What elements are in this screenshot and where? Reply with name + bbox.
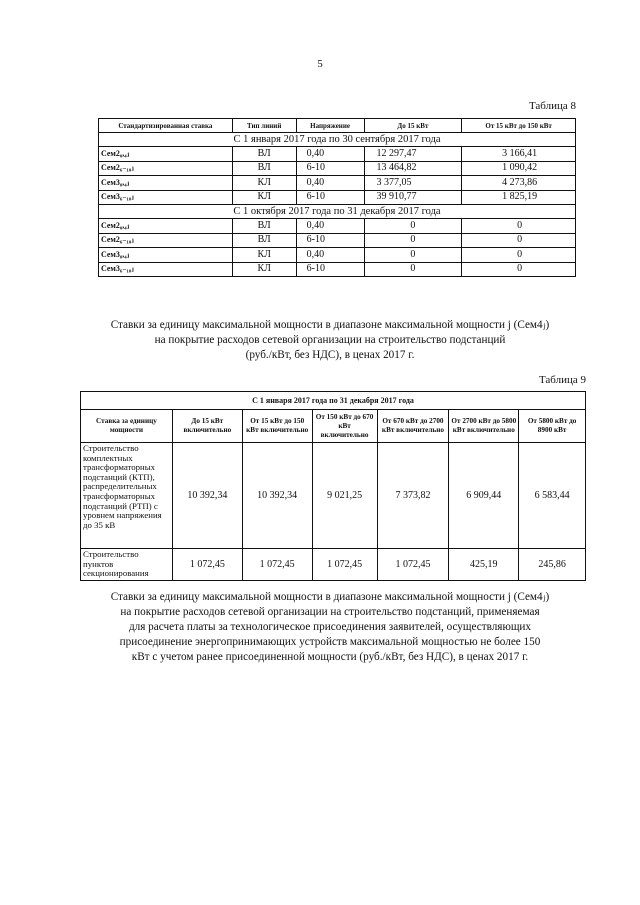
table8-period-title: С 1 октября 2017 года по 31 декабря 2017 года xyxy=(99,204,576,218)
table-row xyxy=(99,190,576,204)
row-value: 10 392,34 xyxy=(242,443,312,549)
line-type: КЛ xyxy=(232,262,296,276)
table8-header-row xyxy=(99,119,576,133)
table-row xyxy=(99,161,576,175)
value-upto15: 0 xyxy=(364,248,462,262)
row-value: 1 072,45 xyxy=(312,549,377,581)
rate-name: Сем2₆₋₁₀ⱼ xyxy=(99,233,233,247)
value-upto15: 0 xyxy=(364,262,462,276)
value-15-150: 4 273,86 xyxy=(462,176,576,190)
table9-header-rate: Ставка за единицу мощности xyxy=(81,410,173,443)
value-15-150: 0 xyxy=(462,262,576,276)
line-type: КЛ xyxy=(232,176,296,190)
table9-header-row xyxy=(81,410,586,443)
table9-header-upto15: До 15 кВт включительно xyxy=(172,410,242,443)
table8-header-line-type: Тип линий xyxy=(232,119,296,133)
value-15-150: 3 166,41 xyxy=(462,147,576,161)
rate-name: Сем2₆₋₁₀ⱼ xyxy=(99,161,233,175)
value-15-150: 0 xyxy=(462,219,576,233)
voltage: 0,40 xyxy=(296,176,364,190)
line-type: ВЛ xyxy=(232,219,296,233)
rate-name: Сем3₆₋₁₀ⱼ xyxy=(99,190,233,204)
row-value: 425,19 xyxy=(449,549,519,581)
row-value: 9 021,25 xyxy=(312,443,377,549)
row-value: 1 072,45 xyxy=(172,549,242,581)
voltage: 0,40 xyxy=(296,248,364,262)
value-15-150: 1 825,19 xyxy=(462,190,576,204)
table9-period-row xyxy=(81,392,586,410)
table8-header-15-150: От 15 кВт до 150 кВт xyxy=(462,119,576,133)
table9-header-2700-5800: От 2700 кВт до 5800 кВт включительно xyxy=(449,410,519,443)
rate-name: Сем3₆₋₁₀ⱼ xyxy=(99,262,233,276)
rate-name: Сем2₀,₄ⱼ xyxy=(99,219,233,233)
table-row xyxy=(99,248,576,262)
row-value: 7 373,82 xyxy=(377,443,449,549)
table8-period-title: С 1 января 2017 года по 30 сентября 2017 года xyxy=(99,133,576,147)
rate-name: Сем3₀,₄ⱼ xyxy=(99,248,233,262)
table-row xyxy=(99,176,576,190)
paragraph-line: присоединение энергопринимающих устройств максимальной мощностью не более 150 xyxy=(119,636,541,648)
paragraph-line: (руб./кВт, без НДС), в ценах 2017 г. xyxy=(245,349,415,361)
value-15-150: 0 xyxy=(462,233,576,247)
paragraph-line: Ставки за единицу максимальной мощности в диапазоне максимальной мощности j (Сем4ⱼ) xyxy=(110,319,550,331)
line-type: ВЛ xyxy=(232,233,296,247)
value-upto15: 13 464,82 xyxy=(364,161,462,175)
paragraph-line: на покрытие расходов сетевой организации на строительство подстанций, применяемая xyxy=(120,606,540,618)
voltage: 6-10 xyxy=(296,161,364,175)
paragraph-line: на покрытие расходов сетевой организации на строительство подстанций xyxy=(154,334,506,346)
table8-header-upto15: До 15 кВт xyxy=(364,119,462,133)
line-type: ВЛ xyxy=(232,147,296,161)
table9-header-150-670: От 150 кВт до 670 кВт включительно xyxy=(312,410,377,443)
voltage: 6-10 xyxy=(296,190,364,204)
table-row xyxy=(99,262,576,276)
table8 xyxy=(98,118,576,277)
paragraph-line: Ставки за единицу максимальной мощности в диапазоне максимальной мощности j (Сем4ⱼ) xyxy=(110,591,550,603)
value-upto15: 39 910,77 xyxy=(364,190,462,204)
table8-header-voltage: Напряжение xyxy=(296,119,364,133)
row-value: 1 072,45 xyxy=(377,549,449,581)
line-type: ВЛ xyxy=(232,161,296,175)
value-15-150: 1 090,42 xyxy=(462,161,576,175)
value-upto15: 3 377,05 xyxy=(364,176,462,190)
voltage: 6-10 xyxy=(296,262,364,276)
rate-name: Сем3₀,₄ⱼ xyxy=(99,176,233,190)
row-value: 245,86 xyxy=(519,549,586,581)
voltage: 6-10 xyxy=(296,233,364,247)
table-row xyxy=(81,443,586,549)
page-number: 5 xyxy=(317,58,323,70)
table8-period-row xyxy=(99,133,576,147)
value-15-150: 0 xyxy=(462,248,576,262)
voltage: 0,40 xyxy=(296,219,364,233)
paragraph-line: для расчета платы за технологическое присоединения заявителей, осуществляющих xyxy=(128,621,532,633)
row-label: Строительство комплектных трансформаторных подстанций (КТП), распределительных трансформаторных подстанций (РТП) с уровнем напряжения до 35 кВ xyxy=(81,443,173,549)
table9-header-15-150: От 15 кВт до 150 кВт включительно xyxy=(242,410,312,443)
value-upto15: 12 297,47 xyxy=(364,147,462,161)
row-value: 6 909,44 xyxy=(449,443,519,549)
value-upto15: 0 xyxy=(364,233,462,247)
table9-period-title: С 1 января 2017 года по 31 декабря 2017 года xyxy=(81,392,586,410)
table9 xyxy=(80,391,586,581)
table9-caption: Таблица 9 xyxy=(538,374,586,386)
table8-period-row xyxy=(99,204,576,218)
paragraph-line: кВт с учетом ранее присоединенной мощности (руб./кВт, без НДС), в ценах 2017 г. xyxy=(131,651,529,663)
table9-header-5800-8900: От 5800 кВт до 8900 кВт xyxy=(519,410,586,443)
table9-title-paragraph xyxy=(60,318,600,363)
table8-header-rate: Стандартизированная ставка xyxy=(99,119,233,133)
line-type: КЛ xyxy=(232,248,296,262)
closing-paragraph xyxy=(55,590,605,665)
table-row xyxy=(99,219,576,233)
row-value: 10 392,34 xyxy=(172,443,242,549)
row-label: Строительство пунктов секционирования xyxy=(81,549,173,581)
row-value: 6 583,44 xyxy=(519,443,586,549)
line-type: КЛ xyxy=(232,190,296,204)
table-row xyxy=(99,147,576,161)
table-row xyxy=(81,549,586,581)
rate-name: Сем2₀,₄ⱼ xyxy=(99,147,233,161)
voltage: 0,40 xyxy=(296,147,364,161)
value-upto15: 0 xyxy=(364,219,462,233)
row-value: 1 072,45 xyxy=(242,549,312,581)
table-row xyxy=(99,233,576,247)
table9-header-670-2700: От 670 кВт до 2700 кВт включительно xyxy=(377,410,449,443)
table8-caption: Таблица 8 xyxy=(528,100,576,112)
